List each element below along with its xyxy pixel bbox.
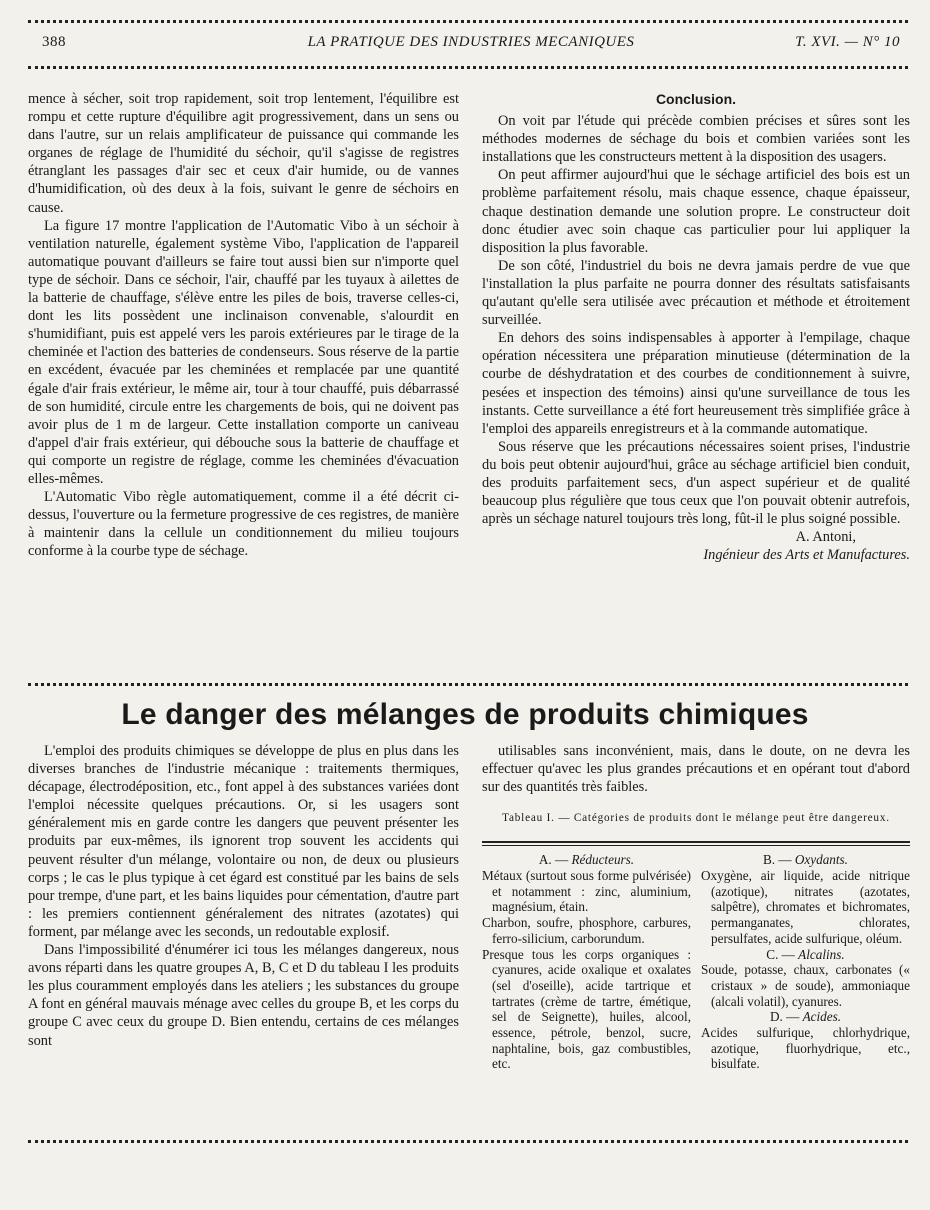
table-caption: Tableau I. — Catégories de produits dont le mélange peut être dangereux. — [502, 812, 890, 825]
running-header — [42, 34, 900, 56]
group-heading — [482, 852, 691, 868]
article-headline: Le danger des mélanges de produits chimiques — [121, 698, 809, 731]
group-heading — [701, 1009, 910, 1025]
top-dotted-rule — [28, 20, 908, 23]
right-column — [482, 90, 910, 564]
header-dotted-rule — [28, 66, 908, 69]
chemicals-table — [482, 852, 910, 1072]
table-item: Oxygène, air liquide, acide nitrique (azotique), nitrates (azotates, salpêtre), chromates et bichromates, permanganates, chlorates, persulfates, acide sulfurique, oléum. — [701, 867, 910, 946]
table-column-right — [701, 852, 910, 1072]
table-item: Charbon, soufre, phosphore, carbures, ferro-silicium, carborundum. — [482, 915, 691, 946]
table-item: Presque tous les corps organiques : cyanures, acide oxalique et oxalates (sel d'oseille), acide tartrique et tartrates (crème de tartre, émétique, sel de Seignette), huiles, alcool, essence, pétrole, benzol, sucre, naphtaline, bois, gaz combustibles, etc. — [482, 946, 691, 1072]
paragraph: Sous réserve que les précautions nécessaires soient prises, l'industrie du bois peut obtenir aujourd'hui, grâce au séchage artificiel bien conduit, des produits parfaitement secs, d'un aspect supérieur et de qualité beaucoup plus régulière que tous ceux que l'on pouvait obtenir autrefois, après un séchage naturel toujours très long, fût-il le plus soigné possible. — [482, 438, 910, 528]
bottom-dotted-rule — [28, 1140, 908, 1143]
volume-issue: T. XVI. — N° 10 — [795, 34, 900, 50]
paragraph: De son côté, l'industriel du bois ne devra jamais perdre de vue que l'installation la plus parfaite ne pourra donner des résultats satisfaisants qu'autant qu'elle sera utilisée avec précaution et méthode et étroitement surveillée. — [482, 257, 910, 329]
group-name: Réducteurs. — [571, 852, 635, 868]
group-name: Alcalins. — [798, 946, 845, 962]
table-item: Acides sulfurique, chlorhydrique, azotique, fluorhydrique, etc., bisulfate. — [701, 1025, 910, 1072]
group-name: Oxydants. — [794, 852, 848, 868]
article-right-column — [482, 742, 910, 1072]
paragraph: L'emploi des produits chimiques se développe de plus en plus dans les diverses branches de l'industrie mécanique : traitements thermiques, décapage, électrodéposition, etc., font appel à des substances variées dont l'emploi nécessite quelques précautions. Or, si les usagers sont généralement mis en garde contre les dangers que peuvent présenter les produits par eux-mêmes, ils ignorent trop souvent les accidents qui peuvent résulter d'un mélange, volontaire ou non, de deux ou plusieurs corps ; le cas le plus typique à cet égard est constitué par les bains de sels pour trempe, d'une part, et les bains liquides pour cémentation, d'autre part : les premiers contiennent généralement des nitrates (azotates) qui forment, par mélange avec les seconds, un redoutable explosif. — [28, 743, 459, 940]
journal-title: LA PRATIQUE DES INDUSTRIES MECANIQUES — [307, 34, 635, 50]
paragraph: L'Automatic Vibo règle automatiquement, comme il a été décrit ci-dessus, l'ouverture ou la fermeture progressive de ces registres, de manière à maintenir dans la cellule un conditionnement du milieu toujours conforme à la courbe type de séchage. — [28, 489, 459, 560]
table-item: Métaux (surtout sous forme pulvérisée) et notamment : zinc, aluminium, magnésium, étain. — [482, 867, 691, 915]
group-letter: D. — — [769, 1009, 800, 1025]
group-name: Acides. — [802, 1009, 842, 1025]
table-column-left — [482, 852, 691, 1072]
author-signature: A. Antoni, — [795, 529, 856, 546]
section-title: Conclusion. — [655, 91, 737, 107]
section-dotted-rule — [28, 683, 908, 686]
paragraph: On voit par l'étude qui précède combien précises et sûres sont les méthodes modernes de séchage du bois et combien variées sont les installations que les constructeurs mettent à la disposition des usagers. — [482, 113, 910, 166]
left-column — [28, 90, 459, 560]
group-letter: B. — — [763, 852, 792, 868]
table-item: Soude, potasse, chaux, carbonates (« cristaux » de soude), ammoniaque (alcali volatil), cyanures. — [701, 962, 910, 1009]
paragraph: On peut affirmer aujourd'hui que le séchage artificiel des bois est un problème parfaitement résolu, mais chaque essence, chaque épaisseur, chaque destination demande une solution propre. Le constructeur doit donc étudier avec soin chaque cas particulier pour lui appliquer la disposition la plus favorable. — [482, 167, 910, 256]
group-heading — [701, 852, 910, 868]
group-letter: A. — — [538, 852, 569, 868]
paragraph: mence à sécher, soit trop rapidement, soit trop lentement, l'équilibre est rompu et cette rupture d'équilibre agit progressivement, dans un sens ou dans l'autre, sur un relais amplificateur de puissance qui commande les organes de réglage de l'humidité du séchoir, qu'il s'agisse de registres étranglant les passages d'air sec et ceux d'air humide, ou de vannes d'humidification, où des deux à la fois, suivant le genre de séchoirs en cause. — [28, 91, 459, 216]
paragraph: En dehors des soins indispensables à apporter à l'empilage, chaque opération nécessitera une préparation minutieuse (détermination de la courbe de déshydratation et des courbes de conditionnement à suivre, pesées et inspection des témoins) ainsi qu'une surveillance de tous les instants. Cette surveillance a été fort heureusement très simplifiée grâce à l'emploi des appareils enregistreurs et à la commande automatique. — [482, 330, 910, 437]
paragraph: Dans l'impossibilité d'énumérer ici tous les mélanges dangereux, nous avons réparti dans les quatre groupes A, B, C et D du tableau I les produits les plus couramment employés dans les ateliers ; les substances du groupe A font en général mauvais ménage avec celles du groupe B, et les corps du groupe C avec ceux du groupe D. Bien entendu, certains de ces mélanges sont — [28, 942, 459, 1049]
article-left-column — [28, 742, 459, 1050]
group-heading — [701, 947, 910, 963]
author-affiliation: Ingénieur des Arts et Manufactures. — [703, 547, 910, 564]
table-rule — [482, 841, 910, 846]
paragraph: La figure 17 montre l'application de l'Automatic Vibo à un séchoir à ventilation naturelle, également système Vibo, l'application de l'appareil automatique pouvant d'ailleurs se faire tout aussi bien sur n'importe quel type de séchoir. Dans ce séchoir, l'air, chauffé par les tuyaux à ailettes de la batterie de chauffage, s'élève entre les piles de bois, traverse celles-ci, dont les lits possèdent une inclinaison convenable, s'alourdit en s'humidifiant, puis est appelé vers les parois extérieures par le tirage de la cheminée et l'action des batteries de condenseurs. Sous réserve de la partie en excédent, évacuée par les cheminées et remplacée par une quantité égale d'air frais extérieur, le même air, tour à tour chauffé, puis débarrassé de son humidité, circule entre les chargements de bois, qui ne doivent pas avoir plus de 1 m de largeur. Cette installation comporte un caniveau d'appel d'air frais extérieur, qui débouche sous la batterie de chauffage et qui comporte un registre de réglage, comme les cheminées d'évacuation elles-mêmes. — [28, 217, 459, 487]
paragraph: utilisables sans inconvénient, mais, dans le doute, on ne devra les effectuer qu'avec les plus grandes précautions et en opérant tout d'abord sur des quantités très faibles. — [482, 743, 910, 796]
page-number: 388 — [42, 34, 66, 50]
group-letter: C. — — [766, 946, 795, 962]
